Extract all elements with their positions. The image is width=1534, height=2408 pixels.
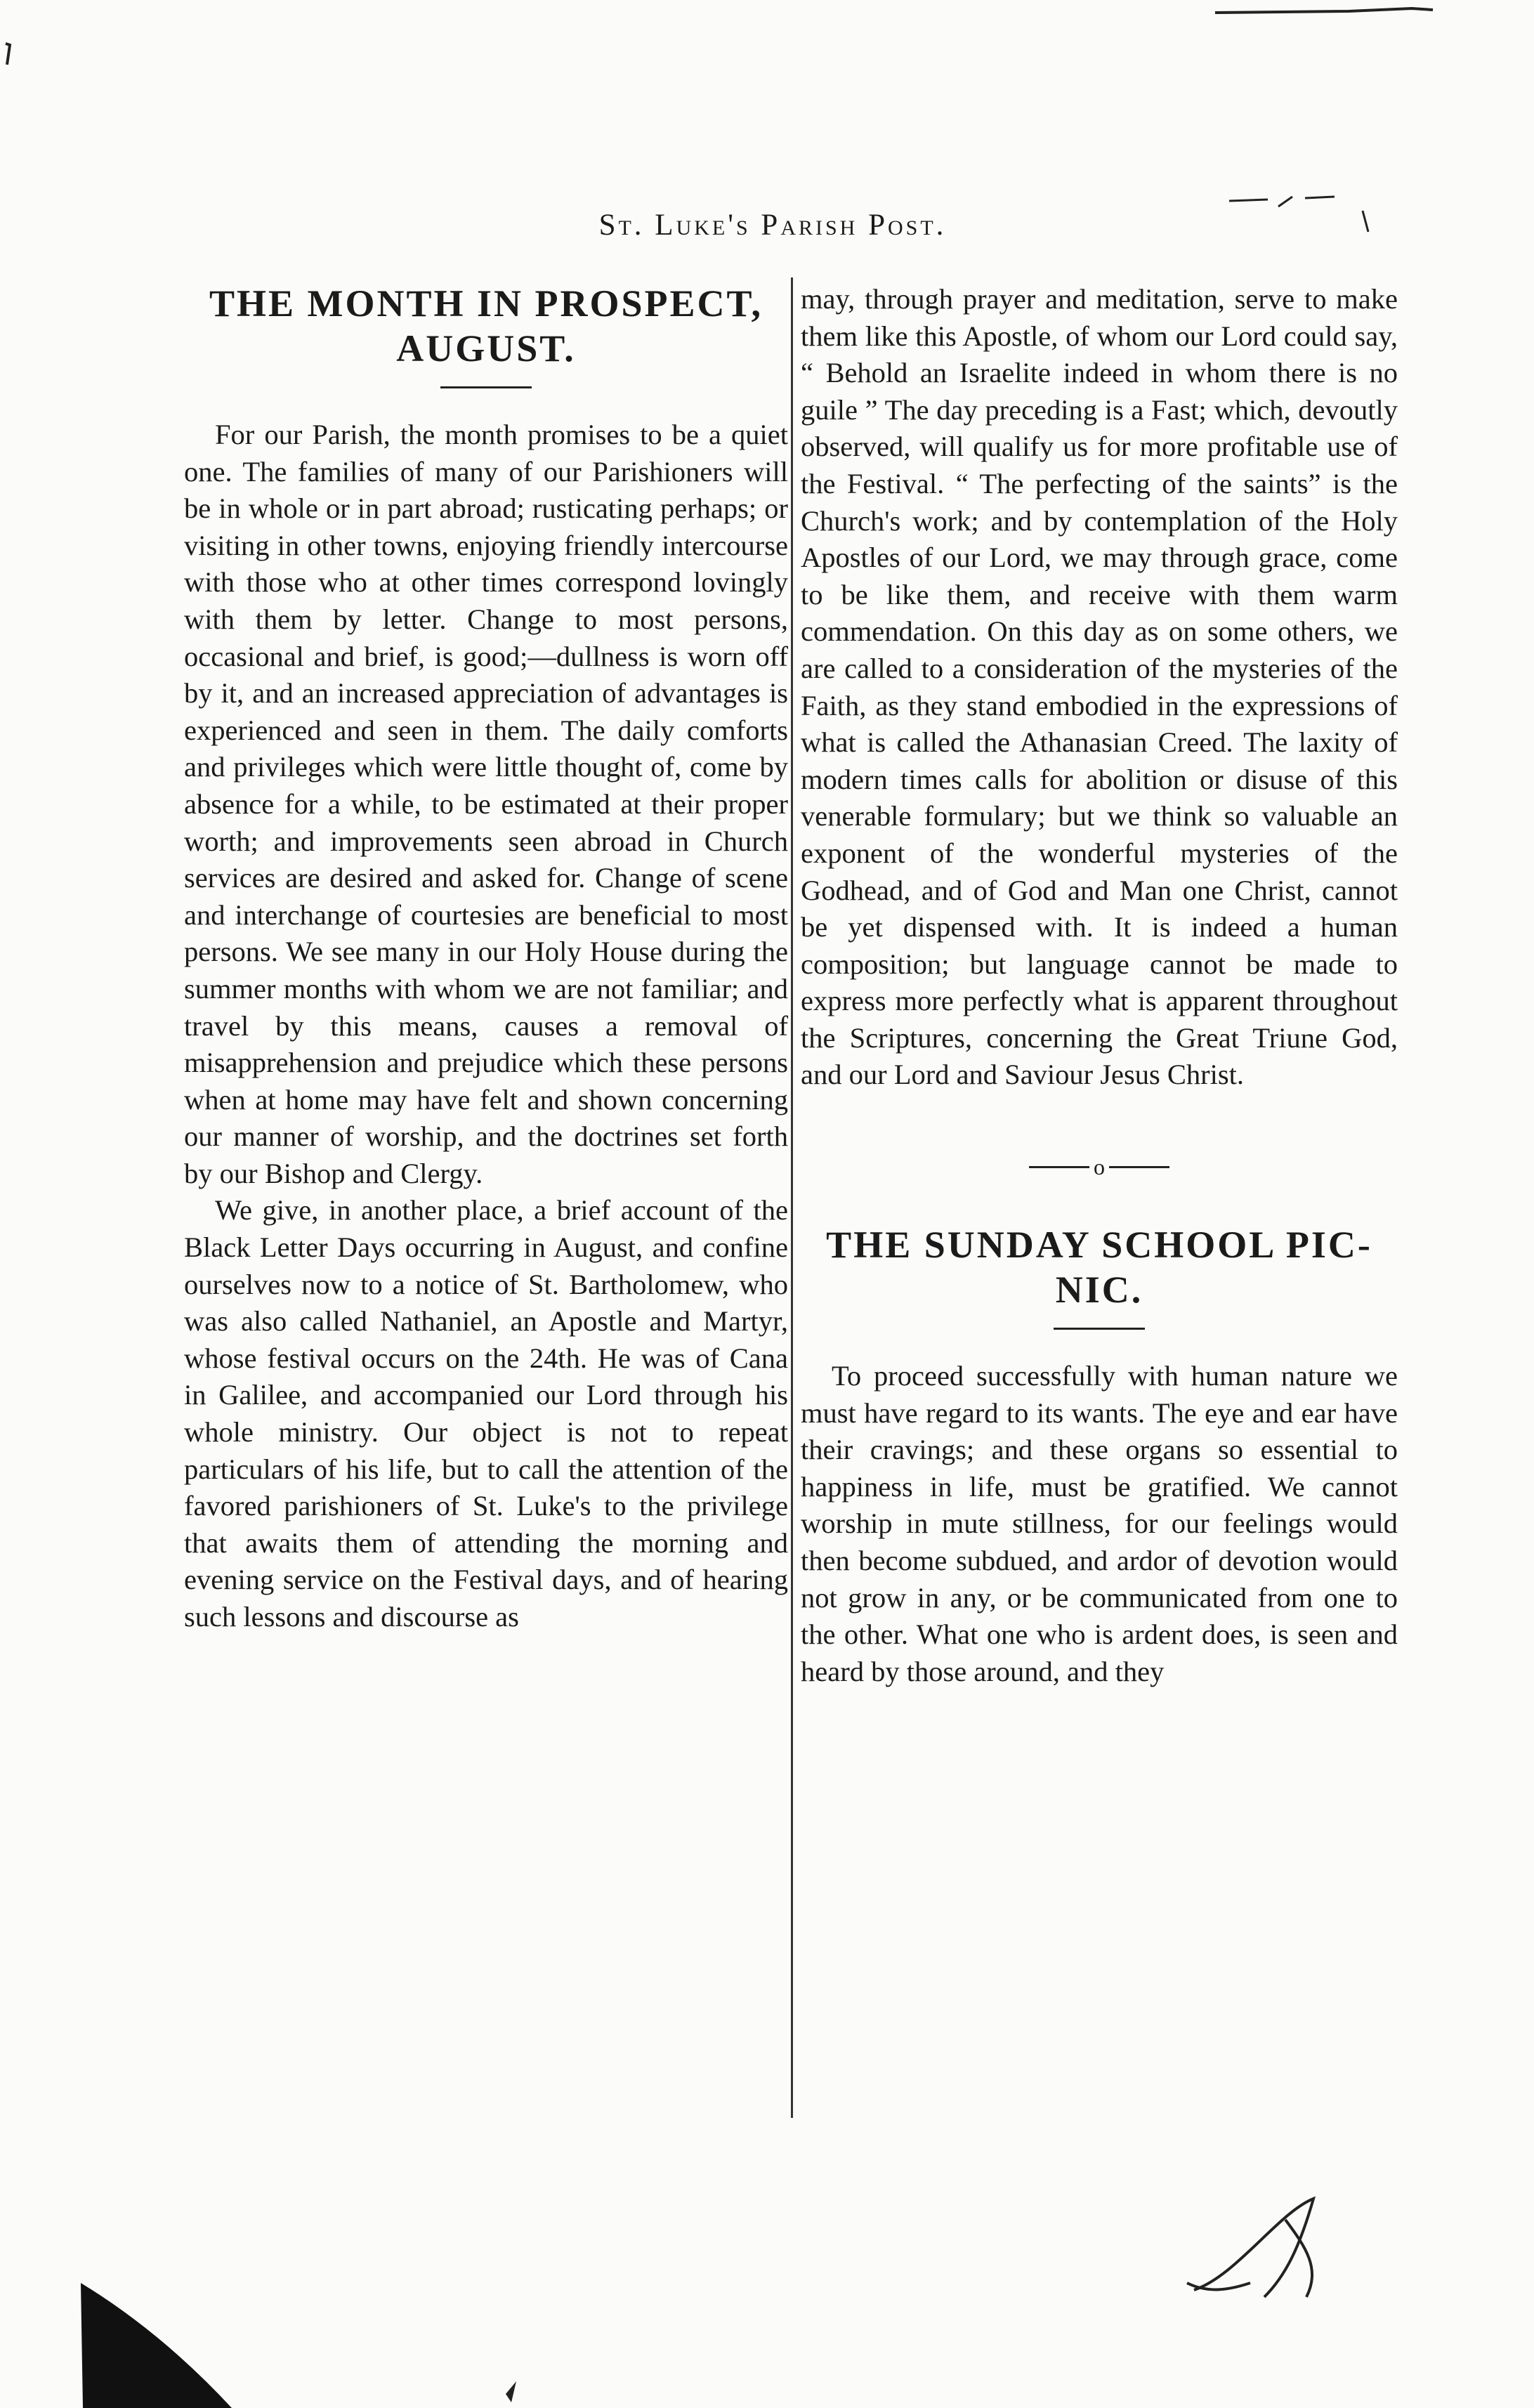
corner-ink-mark (1215, 8, 1433, 13)
article-continuation: may, through prayer and meditation, serve to make them like this Apostle, of whom our Lord could say, “ Behold an Israelite indeed in whom there is no guile ” The day preceding is a Fast; which, devoutly observed, will qualify us for more profitable use of the Festival. “ The perfecting of the saints” is the Church's work; and by contemplation of the Holy Apostles of our Lord, we may through grace, come to be like them, and receive with them warm commendation. On this day as on some others, we are called to a consideration of the mysteries of the Faith, as they stand embodied in the expressions of what is called the Athanasian Creed. The laxity of modern times calls for abolition or disuse of this venerable formulary; but we think so valuable an exponent of the wonderful mysteries of the Godhead, and of God and Man one Christ, cannot be yet dispensed with. It is indeed a human composition; but language cannot be made to express more perfectly what is apparent throughout the Scriptures, concerning the Great Triune God, and our Lord and Saviour Jesus Christ. (801, 283, 1398, 1091)
folio-mark (506, 2381, 516, 2402)
article-title-sunday-school-picnic: THE SUNDAY SCHOOL PIC-NIC. (826, 1224, 1372, 1311)
separator-ornament: o (1094, 1154, 1105, 1180)
title-rule (440, 386, 532, 388)
right-column (801, 281, 1398, 1690)
picnic-paragraph: To proceed successfully with human nature we must have regard to its wants. The eye and ear have their cravings; and these organs so essential to happiness in life, must be gratified. We cannot worship in mute stillness, for our feelings would then become subdued, and ardor of devotion would not grow in any, or be communicated from one to the other. What one who is ardent does, is seen and heard by those around, and they (801, 1360, 1398, 1687)
article-title-month-in-prospect: THE MONTH IN PROSPECT, AUGUST. (209, 282, 763, 369)
left-column (184, 281, 788, 1636)
column-divider (791, 277, 793, 2118)
article-paragraph-1: For our Parish, the month promises to be a quiet one. The families of many of our Parishioners will be in whole or in part abroad; rusticating perhaps; or visiting in other towns, enjoying friendly intercourse with those who at other times correspond lovingly with them by letter. Change to most persons, occasional and brief, is good;—dullness is worn off by it, and an increased appreciation of advantages is experienced and seen in them. The daily comforts and privileges which were little thought of, come by absence for a while, to be estimated at their proper worth; and improvements seen abroad in Church services are desired and asked for. Change of scene and interchange of courtesies are beneficial to most persons. We see many in our Holy House during the summer months with whom we are not familiar; and travel by this means, causes a removal of misapprehension and prejudice which these persons when at home may have felt and shown concerning our manner of worship, and the doctrines set forth by our Bishop and Clergy. (184, 419, 788, 1189)
separator-bar-right (1109, 1166, 1169, 1168)
bottom-left-shadow (81, 2283, 232, 2408)
signature-mark (1187, 2199, 1313, 2297)
article-paragraph-2: We give, in another place, a brief account of the Black Letter Days occurring in August, and confine ourselves now to a notice of St. Bartholomew, who was also called Nathaniel, an Apostle and Martyr, whose festival occurs on the 24th. He was of Cana in Galilee, and accompanied our Lord through his whole ministry. Our object is not to repeat particulars of his life, but to call the attention of the favored parishioners of St. Luke's to the privilege that awaits them of attending the morning and evening service on the Festival days, and of hearing such lessons and discourse as (184, 1194, 788, 1632)
separator-bar-left (1029, 1166, 1089, 1168)
section-separator (801, 1154, 1398, 1180)
title-rule-2 (1054, 1328, 1145, 1330)
running-header: St. Luke's Parish Post. (598, 209, 947, 242)
page-edge-tick (6, 44, 10, 65)
header-ink-mark (1229, 197, 1368, 232)
